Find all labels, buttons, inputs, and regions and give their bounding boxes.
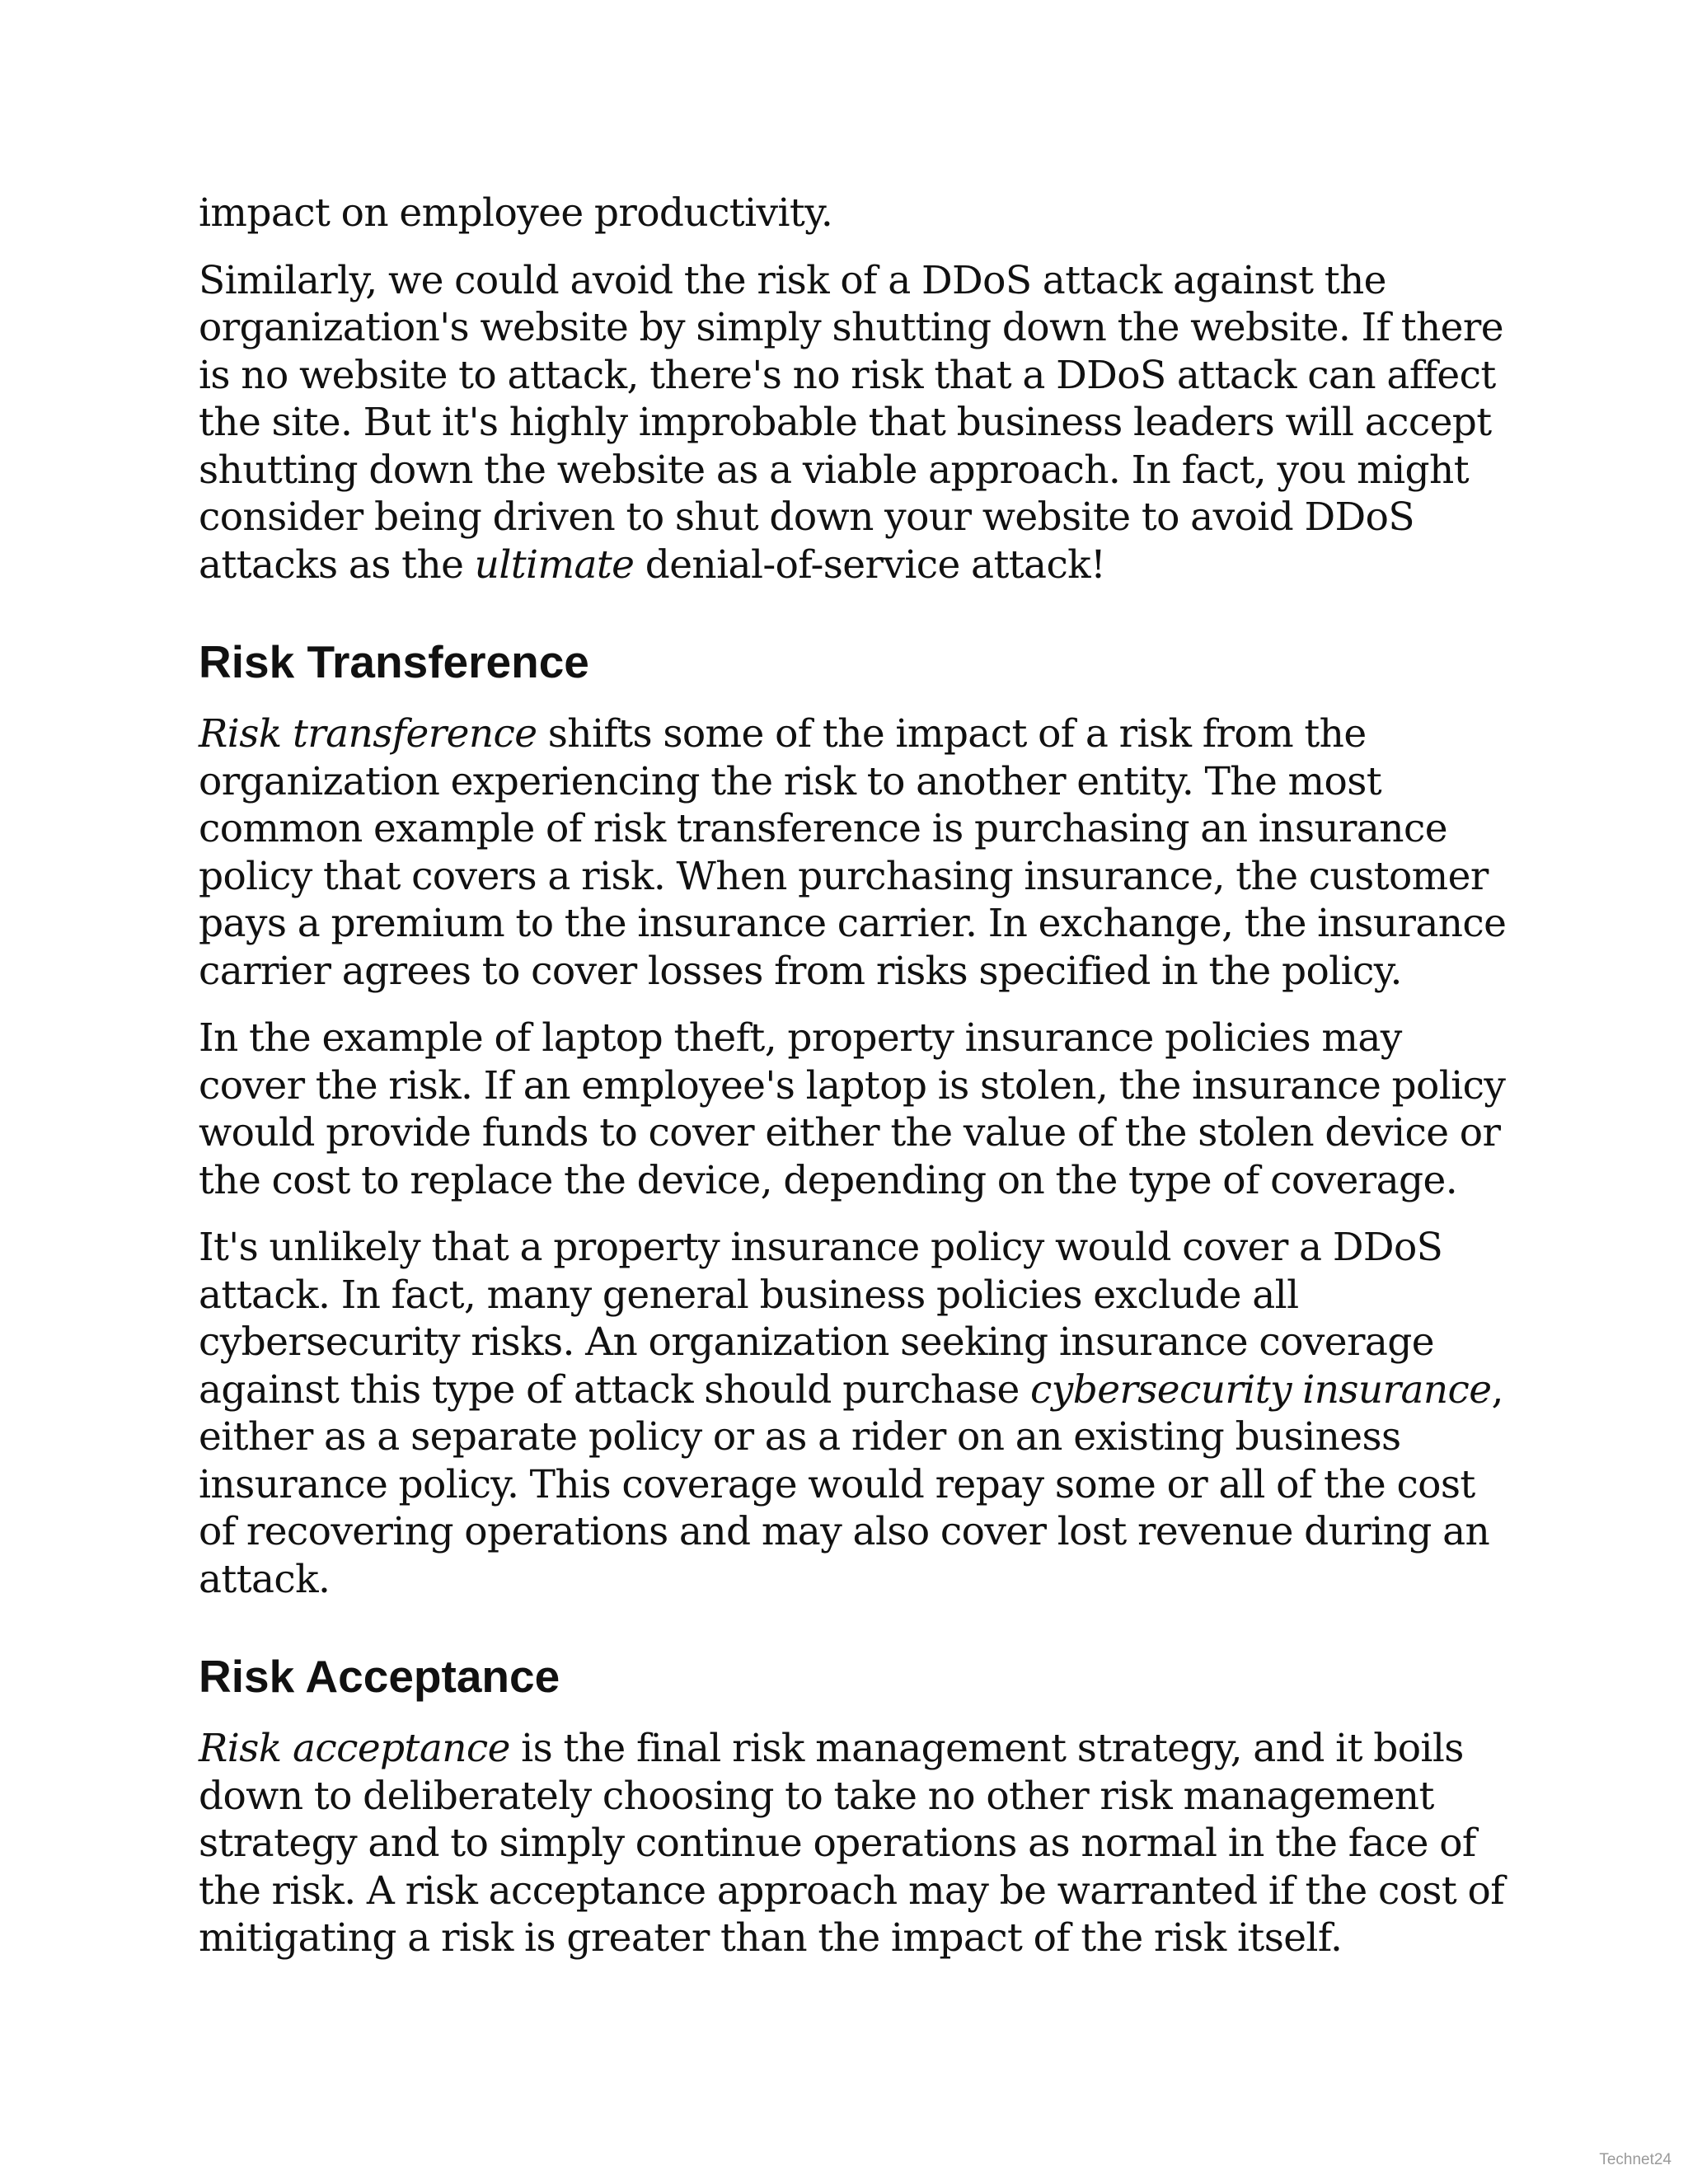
paragraph-text: impact on employee productivity.	[199, 190, 833, 236]
paragraph-transference-definition	[199, 710, 1517, 995]
watermark-text: Technet24	[1599, 2151, 1672, 2168]
document-page	[199, 190, 1517, 1982]
emphasis-term: Risk transference	[199, 711, 537, 757]
paragraph-continuation	[199, 190, 1517, 237]
paragraph-laptop-theft	[199, 1015, 1517, 1204]
emphasis-term: Risk acceptance	[199, 1726, 510, 1771]
paragraph-text-end: , either as a separate policy or as a rider on an existing business insurance policy. This coverage would repay some or all of the cost of recovering operations and may also cover lost revenue during an attack.	[199, 1366, 1503, 1602]
paragraph-text: In the example of laptop theft, property insurance policies may cover the risk. If an employee's laptop is stolen, the insurance policy would provide funds to cover either the value of the stolen device or the cost to replace the device, depending on the type of coverage.	[199, 1015, 1506, 1203]
paragraph-acceptance-definition	[199, 1725, 1517, 1962]
paragraph-text: Similarly, we could avoid the risk of a DDoS attack against the organization's website by simply shutting down the website. If there is no website to attack, there's no risk that a DDoS attack can affect the site. But it's highly improbable that business leaders will accept shutting down the website as a viable approach. In fact, you might consider being driven to shut down your website to avoid DDoS attacks as the	[199, 257, 1503, 588]
paragraph-text-end: denial-of-service attack!	[634, 541, 1106, 588]
paragraph-text: is the final risk management strategy, and it boils down to deliberately choosing to take no other risk management strategy and to simply continue operations as normal in the face of the risk. A risk acceptance approach may be warranted if the cost of mitigating a risk is greater than the impact of the risk itself.	[199, 1726, 1505, 1961]
paragraph-text: It's unlikely that a property insurance policy would cover a DDoS attack. In fact, many general business policies exclude all cybersecurity risks. An organization seeking insurance coverage against this type of attack should purchase	[199, 1225, 1443, 1413]
paragraph-cybersecurity-insurance	[199, 1224, 1517, 1603]
section-heading-risk-transference: Risk Transference	[199, 636, 589, 687]
paragraph-text: shifts some of the impact of a risk from the organization experiencing the risk to another entity. The most common example of risk transference is purchasing an insurance policy that covers a risk. When purchasing insurance, the customer pays a premium to the insurance carrier. In exchange, the insurance carrier agrees to cover losses from risks specified in the policy.	[199, 711, 1507, 994]
emphasis-ultimate: ultimate	[474, 541, 635, 588]
paragraph-ddos-avoidance	[199, 257, 1517, 589]
emphasis-cybersecurity-insurance: cybersecurity insurance	[1030, 1366, 1492, 1413]
section-heading-risk-acceptance: Risk Acceptance	[199, 1651, 560, 1702]
